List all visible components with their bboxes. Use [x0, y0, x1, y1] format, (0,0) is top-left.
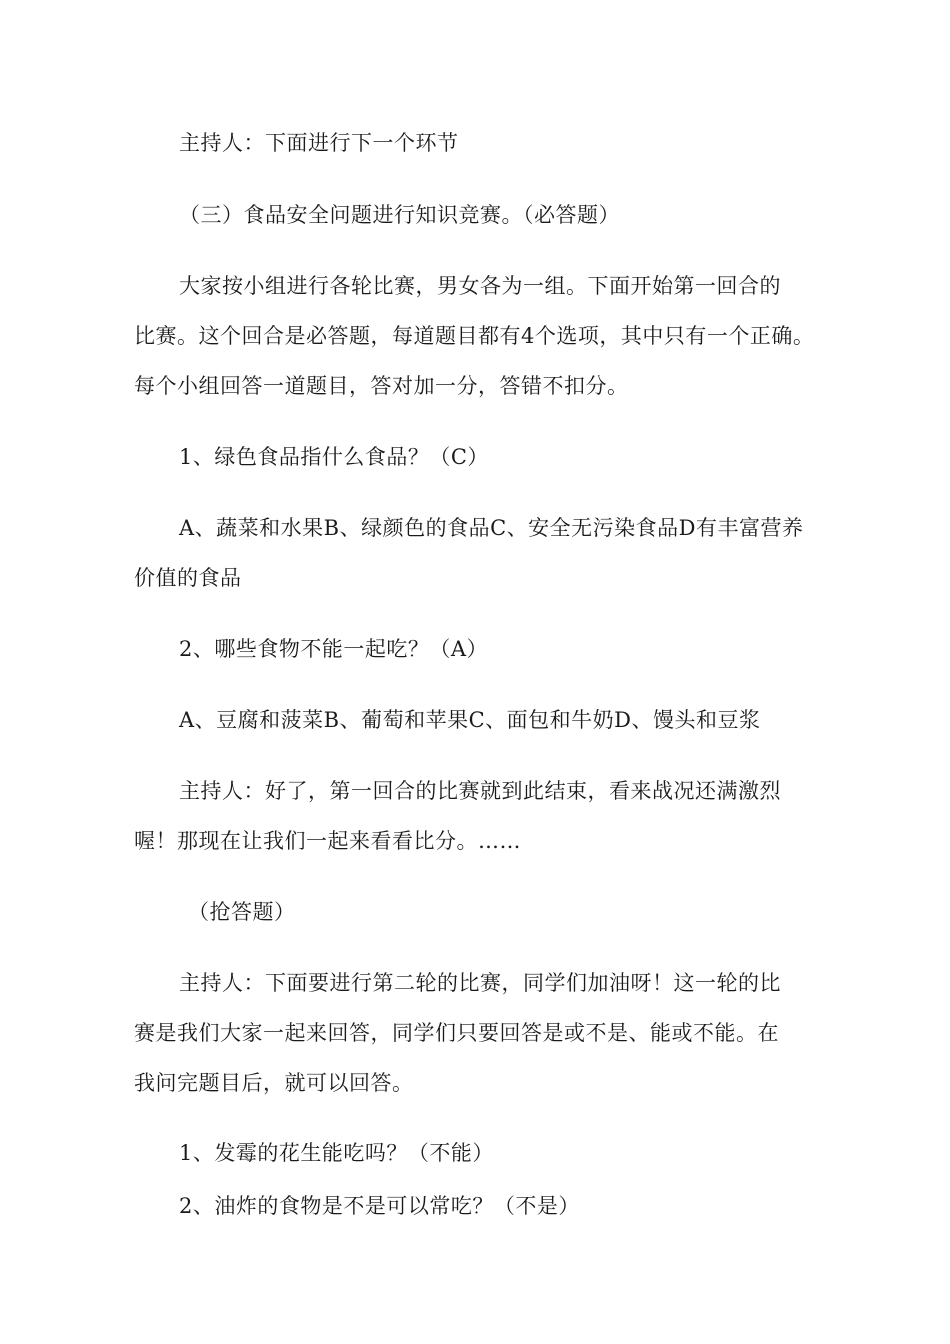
- quick-question-2: 2、油炸的食物是不是可以常吃？（不是）: [179, 1194, 580, 1218]
- host-line-round-end-cont: 喔！那现在让我们一起来看看比分。……: [134, 829, 521, 853]
- section-heading-quick-answer: （抢答题）: [188, 900, 296, 924]
- question-1: 1、绿色食品指什么食品？（C）: [179, 445, 489, 469]
- quick-question-1: 1、发霉的花生能吃吗？（不能）: [179, 1141, 494, 1165]
- paragraph-line-1: 大家按小组进行各轮比赛，男女各为一组。下面开始第一回合的: [179, 274, 781, 298]
- host-line-round-two-2: 赛是我们大家一起来回答，同学们只要回答是或不是、能或不能。在: [134, 1021, 779, 1045]
- host-line-round-end: 主持人：好了，第一回合的比赛就到此结束，看来战况还满激烈: [179, 779, 781, 803]
- question-1-options-cont: 价值的食品: [134, 566, 242, 590]
- host-line-next-segment: 主持人：下面进行下一个环节: [179, 131, 459, 155]
- paragraph-line-3: 每个小组回答一道题目，答对加一分，答错不扣分。: [134, 374, 629, 398]
- question-2: 2、哪些食物不能一起吃？（A）: [179, 637, 489, 661]
- host-line-round-two-3: 我问完题目后，就可以回答。: [134, 1071, 414, 1095]
- paragraph-line-2: 比赛。这个回合是必答题，每道题目都有4个选项，其中只有一个正确。: [134, 324, 815, 348]
- section-heading-required-quiz: （三）食品安全问题进行知识竞赛。（必答题）: [179, 203, 620, 227]
- question-1-options: A、蔬菜和水果B、绿颜色的食品C、安全无污染食品D有丰富营养: [179, 516, 804, 540]
- host-line-round-two-1: 主持人：下面要进行第二轮的比赛，同学们加油呀！这一轮的比: [179, 971, 781, 995]
- question-2-options: A、豆腐和菠菜B、葡萄和苹果C、面包和牛奶D、馒头和豆浆: [179, 708, 761, 732]
